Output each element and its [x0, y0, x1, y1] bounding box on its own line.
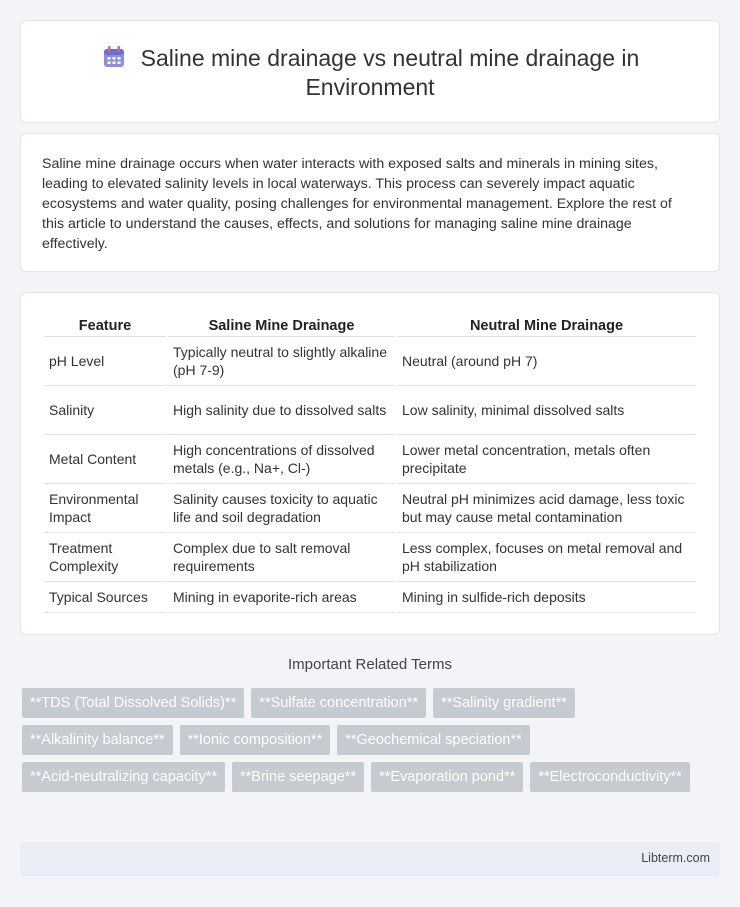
comparison-card: [20, 292, 720, 635]
row-feature: Treatment Complexity: [44, 533, 166, 582]
page-title-wrap: [21, 44, 719, 102]
header-feature: Feature: [44, 315, 166, 337]
row-feature: pH Level: [44, 337, 166, 386]
row-saline: High concentrations of dissolved metals (e.g., Na+, Cl-): [168, 435, 395, 484]
row-feature: Metal Content: [44, 435, 166, 484]
term-tag[interactable]: **Electroconductivity**: [530, 762, 689, 792]
table-row: [44, 337, 696, 386]
intro-paragraph: Saline mine drainage occurs when water interacts with exposed salts and minerals in mining sites, leading to elevated salinity levels in local waterways. This process can severely impact aquatic ecosystems and water quality, posing challenges for environmental management. Explore the rest of this article to understand the causes, effects, and solutions for managing saline mine drainage effectively.: [42, 156, 672, 252]
row-feature: Typical Sources: [44, 582, 166, 613]
row-feature: Salinity: [44, 386, 166, 435]
table-row: [44, 582, 696, 613]
row-neutral: Less complex, focuses on metal removal and pH stabilization: [397, 533, 696, 582]
related-terms-heading: Important Related Terms: [288, 656, 452, 673]
row-saline: High salinity due to dissolved salts: [168, 386, 395, 435]
term-tag[interactable]: **Ionic composition**: [180, 725, 331, 755]
row-neutral: Neutral (around pH 7): [397, 337, 696, 386]
row-neutral: Mining in sulfide-rich deposits: [397, 582, 696, 613]
row-saline: Salinity causes toxicity to aquatic life and soil degradation: [168, 484, 395, 533]
footer-site-link[interactable]: Libterm.com: [641, 851, 710, 865]
table-row: [44, 435, 696, 484]
intro-card: [20, 133, 720, 272]
row-neutral: Lower metal concentration, metals often precipitate: [397, 435, 696, 484]
header-saline: Saline Mine Drainage: [168, 315, 395, 337]
term-tag[interactable]: **Sulfate concentration**: [251, 688, 426, 718]
row-neutral: Low salinity, minimal dissolved salts: [397, 386, 696, 435]
term-tag[interactable]: **Brine seepage**: [232, 762, 364, 792]
term-tag[interactable]: **Geochemical speciation**: [337, 725, 530, 755]
header-neutral: Neutral Mine Drainage: [397, 315, 696, 337]
term-tag[interactable]: **Alkalinity balance**: [22, 725, 173, 755]
table-row: [44, 533, 696, 582]
table-row: [44, 386, 696, 435]
comparison-table: [42, 315, 698, 613]
row-saline: Typically neutral to slightly alkaline (pH 7-9): [168, 337, 395, 386]
term-tag[interactable]: **Evaporation pond**: [371, 762, 523, 792]
row-feature: Environmental Impact: [44, 484, 166, 533]
term-tag[interactable]: **TDS (Total Dissolved Solids)**: [22, 688, 244, 718]
table-row: [44, 484, 696, 533]
row-neutral: Neutral pH minimizes acid damage, less toxic but may cause metal contamination: [397, 484, 696, 533]
related-terms-list: [22, 688, 712, 799]
row-saline: Mining in evaporite-rich areas: [168, 582, 395, 613]
term-tag[interactable]: **Acid-neutralizing capacity**: [22, 762, 225, 792]
table-header-row: [44, 315, 696, 337]
title-card: [20, 20, 720, 123]
calendar-icon: [101, 44, 127, 70]
row-saline: Complex due to salt removal requirements: [168, 533, 395, 582]
page-title: Saline mine drainage vs neutral mine drainage in Environment: [140, 45, 640, 100]
footer: [20, 842, 720, 876]
term-tag[interactable]: **Salinity gradient**: [433, 688, 575, 718]
